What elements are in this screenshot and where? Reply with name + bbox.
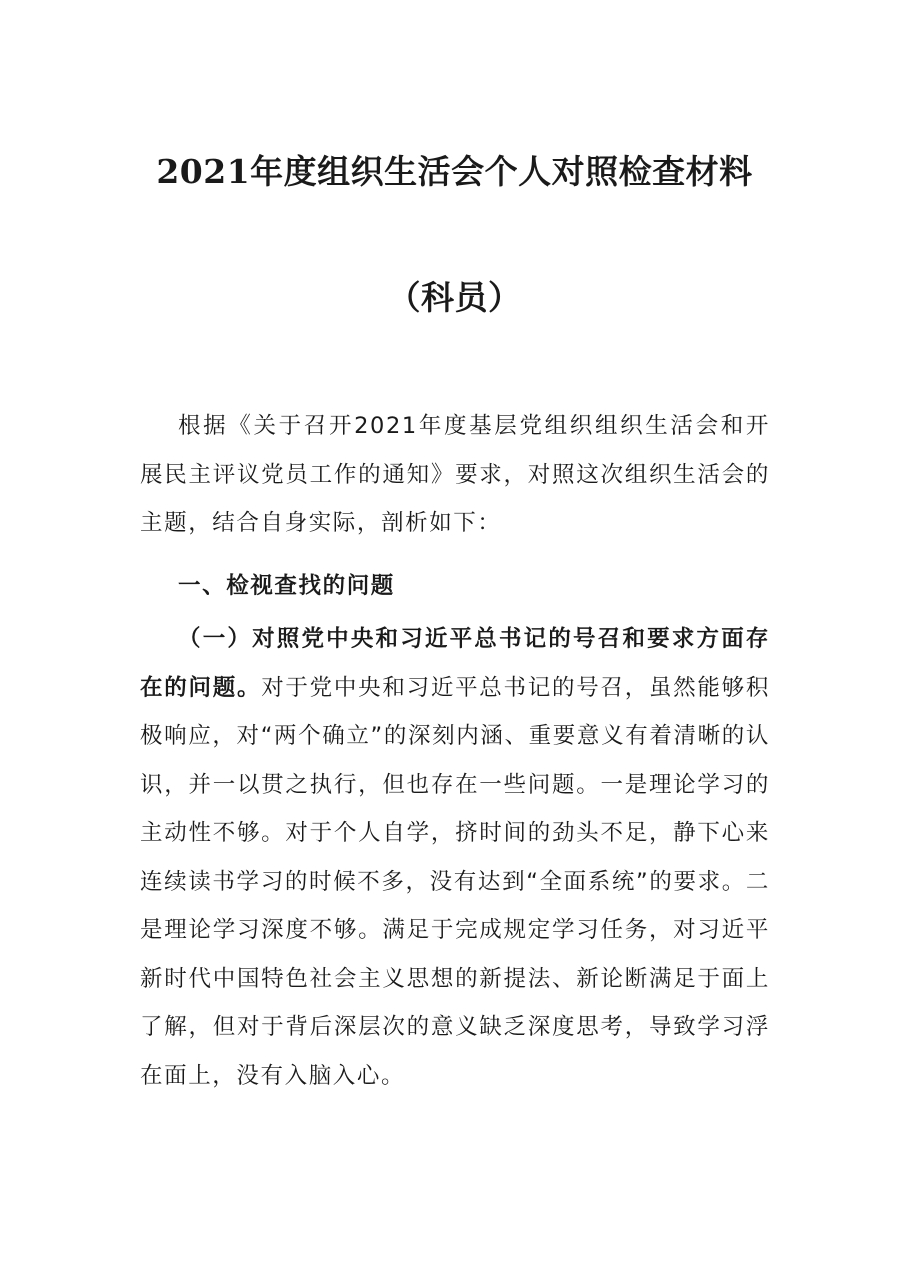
section-heading: 一、检视查找的问题: [178, 573, 395, 599]
document-title: 2021年度组织生活会个人对照检查材料: [156, 152, 753, 191]
subsection-heading: （一）对照党中央和习近平总书记的号召和要求方面存在的问题。: [140, 626, 770, 701]
intro-paragraph: 根据《关于召开2021年度基层党组织组织生活会和开展民主评议党员工作的通知》要求，对照这次组织生活会的主题，结合自身实际，剖析如下：: [140, 413, 770, 536]
subsection-body: 对于党中央和习近平总书记的号召，虽然能够积极响应，对“两个确立”的深刻内涵、重要意义有着清晰的认识，并一以贯之执行，但也存在一些问题。一是理论学习的主动性不够。对于个人自学，挤时间的劲头不足，静下心来连续读书学习的时候不多，没有达到“全面系统”的要求。二是理论学习深度不够。满足于完成规定学习任务，对习近平新时代中国特色社会主义思想的新提法、新论断满足于面上了解，但对于背后深层次的意义缺乏深度思考，导致学习浮在面上，没有入脑入心。: [140, 674, 770, 1089]
subsection-paragraph: [140, 615, 770, 1100]
document-subtitle: （科员）: [387, 278, 522, 317]
